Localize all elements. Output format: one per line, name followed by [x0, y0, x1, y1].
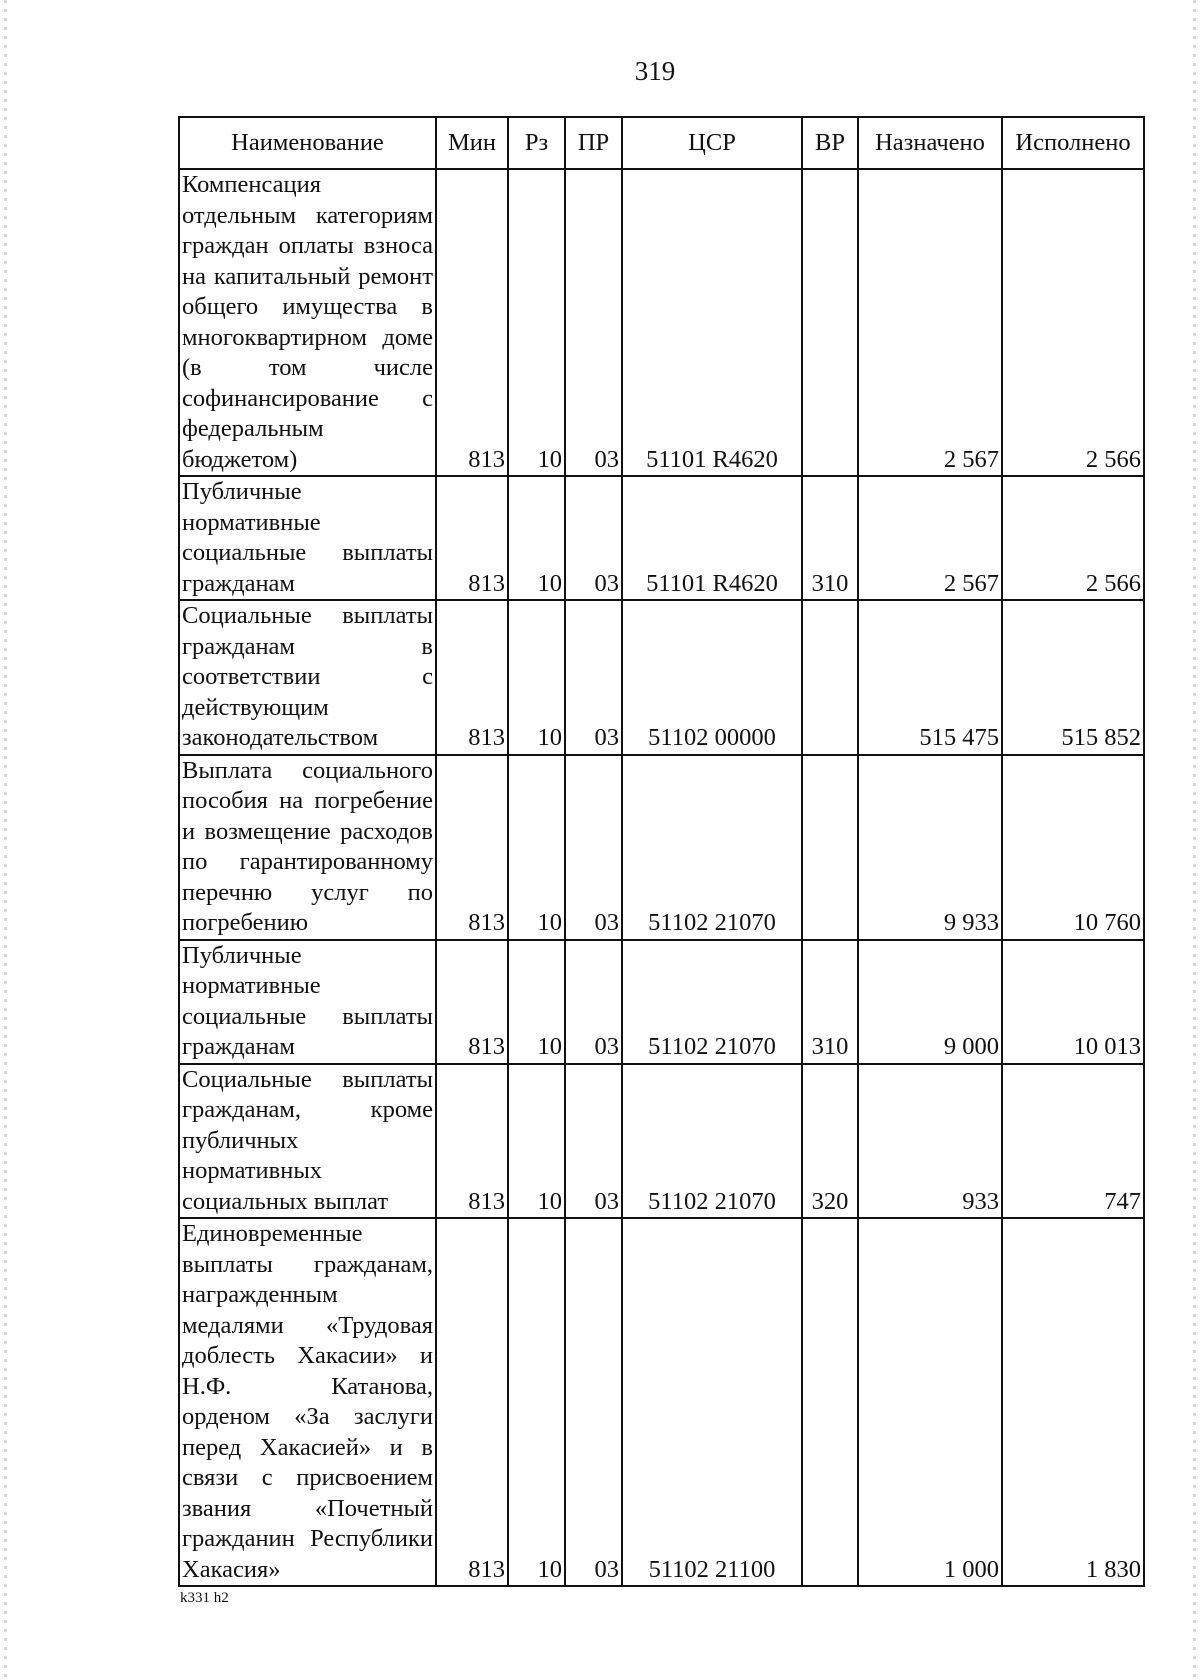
row-min: 813 — [436, 755, 508, 940]
row-executed: 2 566 — [1002, 169, 1144, 476]
table-row — [179, 1064, 1144, 1219]
row-name: Публичные нормативные социальные выплаты гражданам — [179, 940, 436, 1064]
row-pr: 03 — [565, 1218, 622, 1586]
row-assigned: 515 475 — [858, 600, 1002, 755]
row-vr — [802, 1218, 858, 1586]
row-name: Социальные выплаты гражданам в соответствии с действующим законодательством — [179, 600, 436, 755]
row-csr: 51102 00000 — [622, 600, 802, 755]
row-vr — [802, 169, 858, 476]
row-pr: 03 — [565, 940, 622, 1064]
table-row — [179, 600, 1144, 755]
header-rz: Рз — [508, 117, 565, 169]
row-executed: 10 013 — [1002, 940, 1144, 1064]
table-header-row — [179, 117, 1144, 169]
row-name: Социальные выплаты гражданам, кроме публичных нормативных социальных выплат — [179, 1064, 436, 1219]
row-rz: 10 — [508, 600, 565, 755]
row-pr: 03 — [565, 600, 622, 755]
row-executed: 10 760 — [1002, 755, 1144, 940]
row-vr — [802, 600, 858, 755]
row-assigned: 9 000 — [858, 940, 1002, 1064]
table-row — [179, 169, 1144, 476]
row-assigned: 9 933 — [858, 755, 1002, 940]
row-assigned: 2 567 — [858, 169, 1002, 476]
row-pr: 03 — [565, 1064, 622, 1219]
row-min: 813 — [436, 169, 508, 476]
header-vr: ВР — [802, 117, 858, 169]
row-vr: 310 — [802, 476, 858, 600]
budget-table — [178, 116, 1145, 1587]
row-name: Компенсация отдельным категориям граждан оплаты взноса на капитальный ремонт общего имущества в многоквартирном доме (в том числе софинансирование с федеральным бюджетом) — [179, 169, 436, 476]
header-min: Мин — [436, 117, 508, 169]
row-name: Выплата социального пособия на погребение и возмещение расходов по гарантированному перечню услуг по погребению — [179, 755, 436, 940]
row-csr: 51101 R4620 — [622, 169, 802, 476]
header-executed: Исполнено — [1002, 117, 1144, 169]
header-csr: ЦСР — [622, 117, 802, 169]
row-name: Публичные нормативные социальные выплаты гражданам — [179, 476, 436, 600]
page-number: 319 — [634, 56, 676, 86]
row-min: 813 — [436, 940, 508, 1064]
row-rz: 10 — [508, 169, 565, 476]
row-assigned: 933 — [858, 1064, 1002, 1219]
row-assigned: 1 000 — [858, 1218, 1002, 1586]
row-min: 813 — [436, 600, 508, 755]
table-row — [179, 1218, 1144, 1586]
table-row — [179, 476, 1144, 600]
row-pr: 03 — [565, 169, 622, 476]
row-csr: 51102 21070 — [622, 755, 802, 940]
header-assigned: Назначено — [858, 117, 1002, 169]
row-rz: 10 — [508, 755, 565, 940]
row-name: Единовременные выплаты гражданам, награжденным медалями «Трудовая доблесть Хакасии» и Н.Ф. Катанова, орденом «За заслуги перед Хакасией» и в связи с присвоением звания «Почетный гражданин Республики Хакасия» — [179, 1218, 436, 1586]
header-pr: ПР — [565, 117, 622, 169]
row-csr: 51101 R4620 — [622, 476, 802, 600]
row-executed: 747 — [1002, 1064, 1144, 1219]
row-assigned: 2 567 — [858, 476, 1002, 600]
row-executed: 515 852 — [1002, 600, 1144, 755]
scan-edge-right — [1193, 0, 1196, 1680]
scan-edge-left — [4, 0, 7, 1680]
row-min: 813 — [436, 1218, 508, 1586]
table-row — [179, 940, 1144, 1064]
row-csr: 51102 21070 — [622, 1064, 802, 1219]
row-executed: 1 830 — [1002, 1218, 1144, 1586]
table-row — [179, 755, 1144, 940]
row-pr: 03 — [565, 476, 622, 600]
header-name: Наименование — [179, 117, 436, 169]
row-vr: 320 — [802, 1064, 858, 1219]
row-csr: 51102 21100 — [622, 1218, 802, 1586]
row-rz: 10 — [508, 940, 565, 1064]
row-min: 813 — [436, 476, 508, 600]
row-rz: 10 — [508, 1218, 565, 1586]
footer-code: k331 h2 — [180, 1590, 229, 1606]
row-vr: 310 — [802, 940, 858, 1064]
row-min: 813 — [436, 1064, 508, 1219]
row-rz: 10 — [508, 1064, 565, 1219]
row-csr: 51102 21070 — [622, 940, 802, 1064]
row-executed: 2 566 — [1002, 476, 1144, 600]
row-rz: 10 — [508, 476, 565, 600]
row-vr — [802, 755, 858, 940]
row-pr: 03 — [565, 755, 622, 940]
